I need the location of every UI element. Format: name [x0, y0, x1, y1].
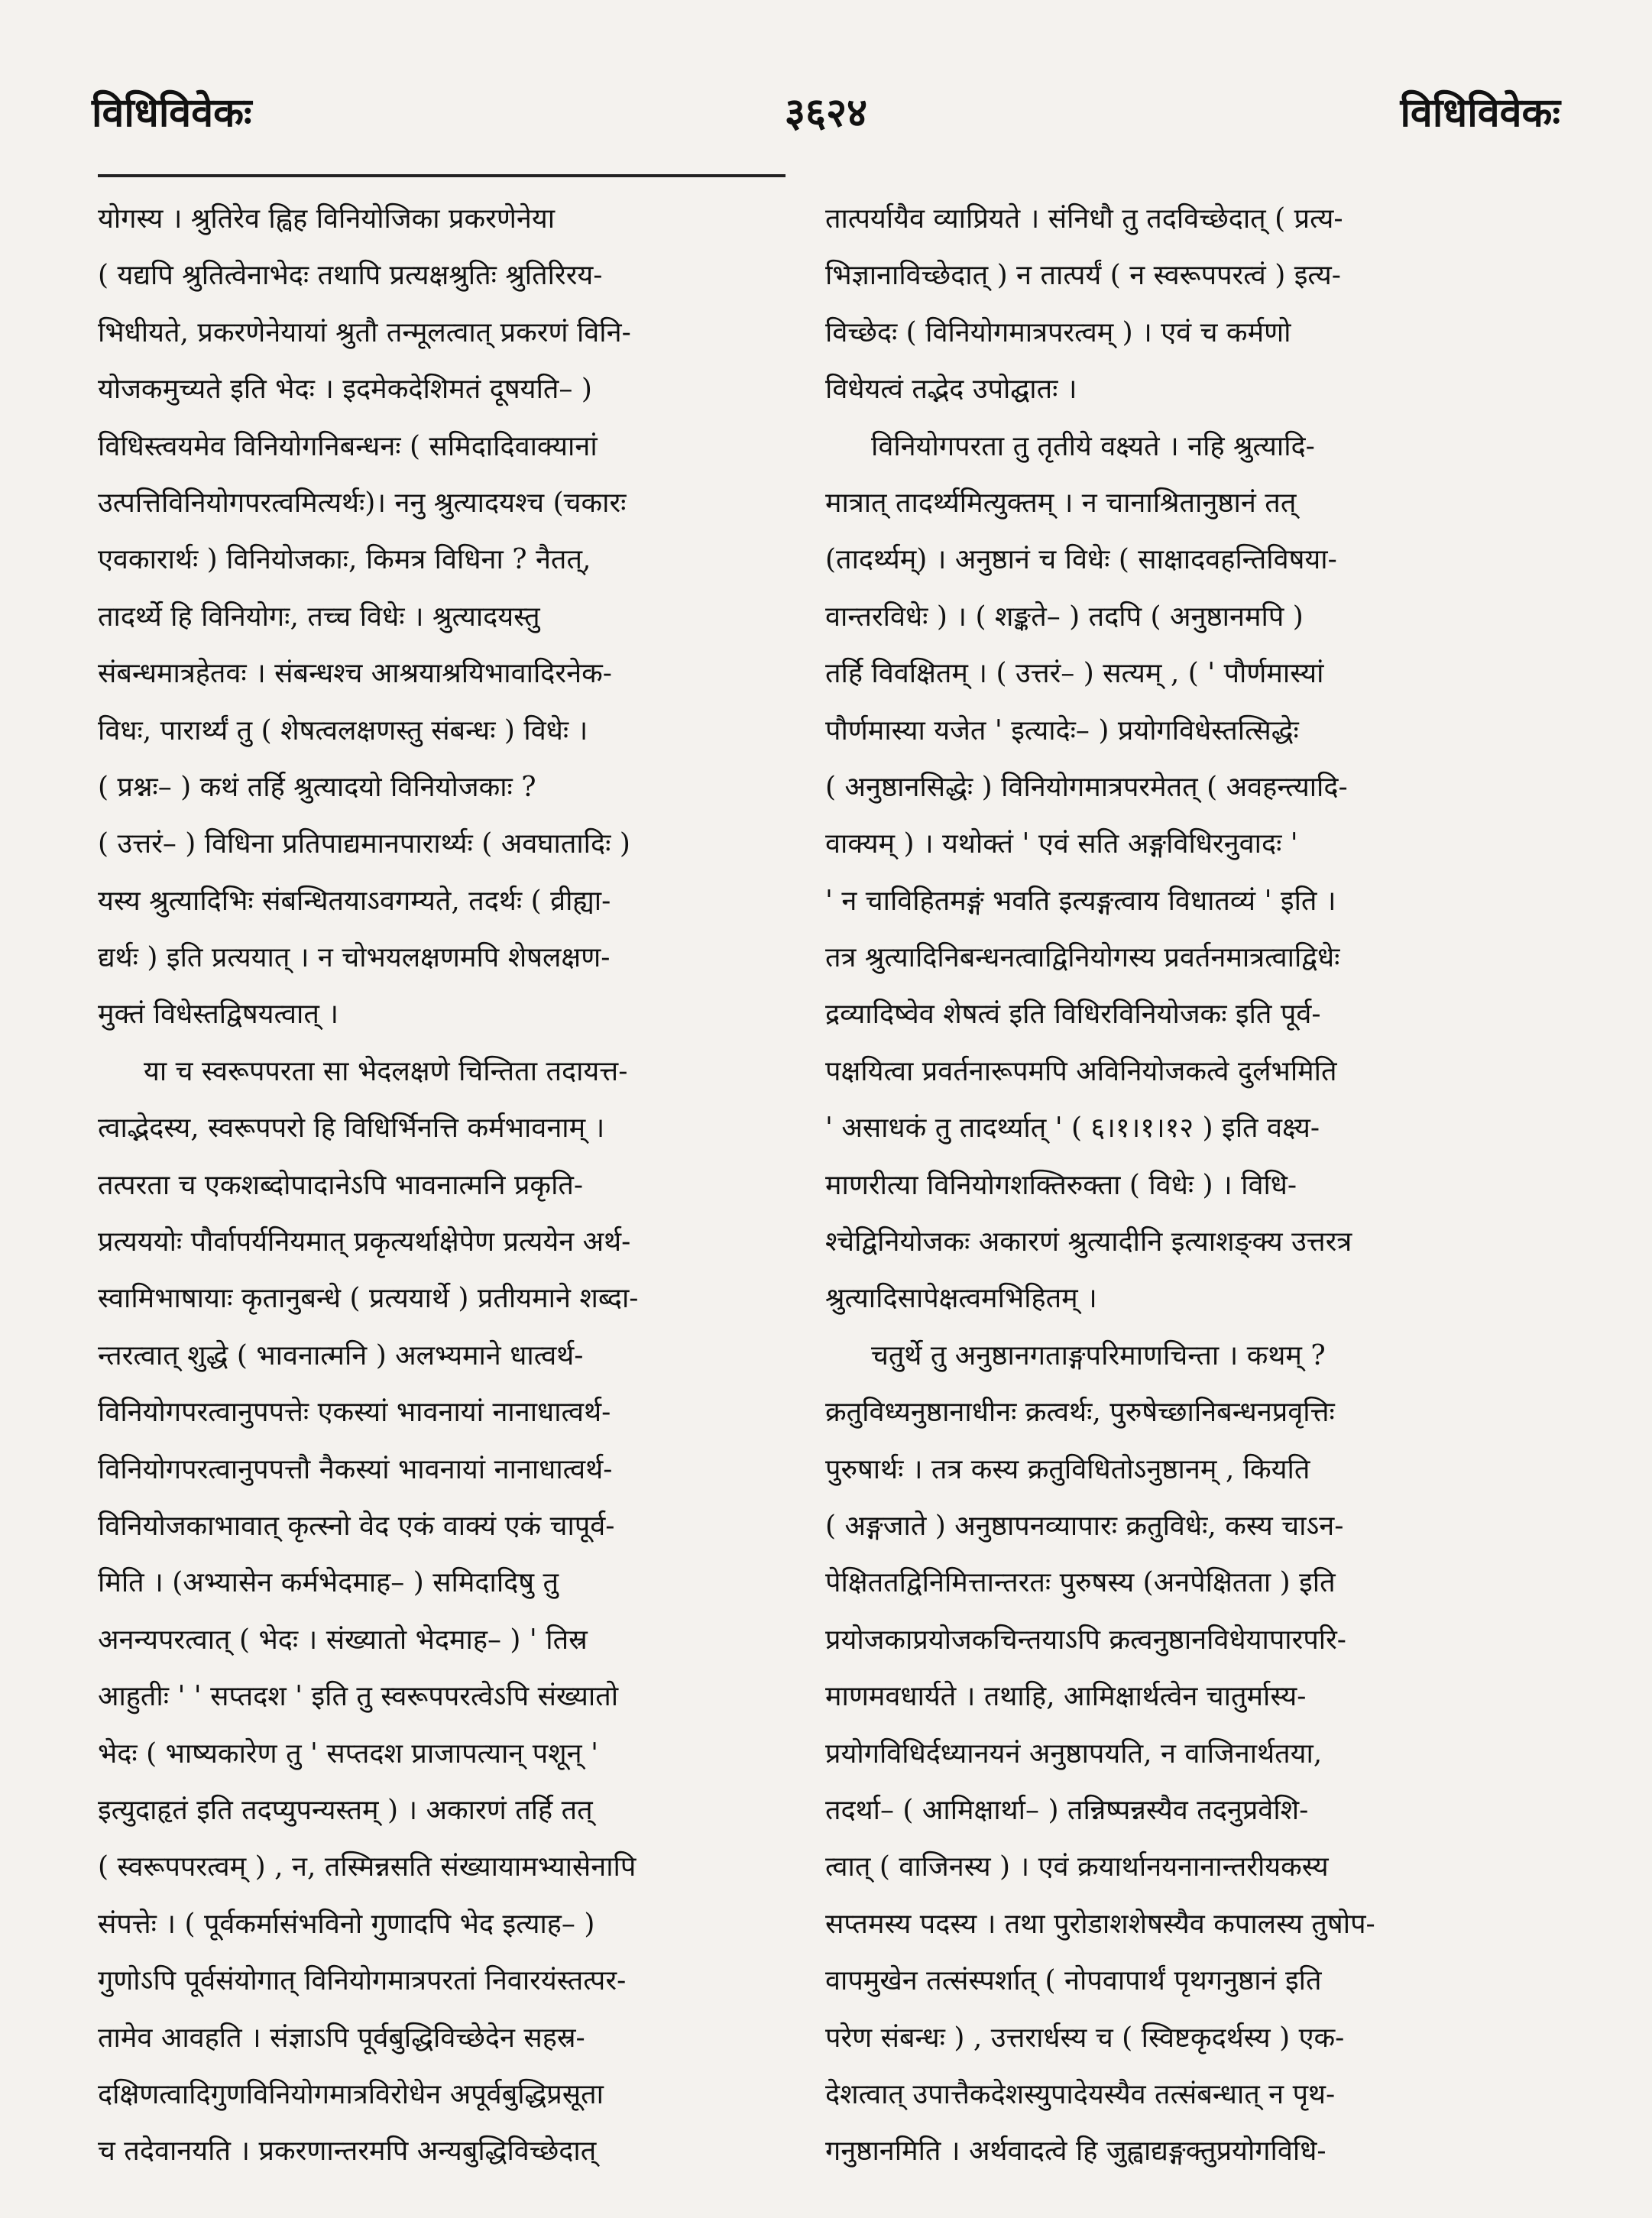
text-line: अनन्यपरत्वात् ( भेदः । संख्यातो भेदमाह– ) ' तिस्र — [98, 1624, 588, 1656]
text-line: न्तरत्वात् शुद्धे ( भावनात्मनि ) अलभ्यमाने धात्वर्थ- — [98, 1339, 584, 1371]
header-rule — [98, 174, 786, 177]
text-line: ( यद्यपि श्रुतित्वेनाभेदः तथापि प्रत्यक्षश्रुतिः श्रुतिरिरय- — [98, 260, 603, 292]
text-line: प्रयोजकाप्रयोजकचिन्तयाऽपि क्रत्वनुष्ठानविधेयापारपरि- — [825, 1624, 1346, 1656]
text-line: देशत्वात् उपात्तैकदेशस्युपादेयस्यैव तत्संबन्धात् न पृथ- — [825, 2078, 1336, 2110]
text-line: भिज्ञानाविच्छेदात् ) न तात्पर्यं ( न स्वरूपपरत्वं ) इत्य- — [825, 260, 1341, 292]
text-line: ' न चाविहितमङ्गं भवति इत्यङ्गत्वाय विधातव्यं ' इति । — [825, 885, 1336, 917]
text-line: चतुर्थे तु अनुष्ठानगताङ्गपरिमाणचिन्ता । कथम् ? — [871, 1339, 1326, 1371]
text-line: एवकारार्थः ) विनियोजकाः, किमत्र विधिना ? नैतत्, — [98, 544, 591, 576]
text-line: ( स्वरूपपरत्वम् ) , न, तस्मिन्नसति संख्यायामभ्यासेनापि — [98, 1851, 637, 1883]
text-line: यस्य श्रुत्यादिभिः संबन्धितयाऽवगम्यते, तदर्थः ( व्रीह्या- — [98, 885, 611, 917]
text-line: संपत्तेः । ( पूर्वकर्मासंभविनो गुणादपि भेद इत्याह– ) — [98, 1908, 595, 1940]
left-column — [98, 191, 786, 2181]
text-line: प्रत्यययोः पौर्वापर्यनियमात् प्रकृत्यर्थाक्षेपेण प्रत्ययेन अर्थ- — [98, 1226, 631, 1258]
text-line: त्वात् ( वाजिनस्य ) । एवं क्रयार्थानयनानान्तरीयकस्य — [825, 1851, 1329, 1883]
text-line: विधिस्त्वयमेव विनियोगनिबन्धनः ( समिदादिवाक्यानां — [98, 430, 598, 462]
text-line: ' असाधकं तु तादर्थ्यात् ' ( ६।१।१।१२ ) इति वक्ष्य- — [825, 1112, 1320, 1145]
text-line: विनियोगपरत्वानुपपत्तौ नैकस्यां भावनायां नानाधात्वर्थ- — [98, 1453, 613, 1485]
text-line: विनियोजकाभावात् कृत्स्नो वेद एकं वाक्यं एकं चापूर्व- — [98, 1510, 615, 1542]
text-line: तामेव आवहति । संज्ञाऽपि पूर्वबुद्धिविच्छेदेन सहस्र- — [98, 2022, 585, 2054]
text-line: सप्तमस्य पदस्य । तथा पुरोडाशशेषस्यैव कपालस्य तुषोप- — [825, 1908, 1375, 1940]
text-line: च तदेवानयति । प्रकरणान्तरमपि अन्यबुद्धिविच्छेदात् — [98, 2135, 597, 2168]
text-line: तत्र श्रुत्यादिनिबन्धनत्वाद्विनियोगस्य प्रवर्तनमात्रत्वाद्विधेः — [825, 942, 1340, 974]
text-line: ( उत्तरं– ) विधिना प्रतिपाद्यमानपारार्थ्यः ( अवघातादिः ) — [98, 828, 630, 860]
text-line: या च स्वरूपपरता सा भेदलक्षणे चिन्तिता तदायत्त- — [144, 1055, 628, 1087]
text-line: वाक्यम् ) । यथोक्तं ' एवं सति अङ्गविधिरनुवादः ' — [825, 828, 1298, 860]
right-column — [825, 191, 1524, 2181]
page-number: ३६२४ — [784, 89, 868, 136]
text-line: ( अनुष्ठानसिद्धेः ) विनियोगमात्रपरमेतत् ( अवहन्त्यादि- — [825, 771, 1348, 803]
text-line: माणरीत्या विनियोगशक्तिरुक्ता ( विधेः ) । विधि- — [825, 1169, 1297, 1201]
text-line: विधः, पारार्थ्यं तु ( शेषत्वलक्षणस्तु संबन्धः ) विधेः । — [98, 714, 588, 746]
text-line: विधेयत्वं तद्भेद उपोद्घातः । — [825, 374, 1077, 406]
running-title-right: विधिविवेकः — [1400, 89, 1560, 136]
text-line: विच्छेदः ( विनियोगमात्रपरत्वम् ) । एवं च कर्मणो — [825, 316, 1291, 348]
text-line: पुरुषार्थः । तत्र कस्य क्रतुविधितोऽनुष्ठानम् , कियति — [825, 1453, 1310, 1485]
text-line: गुणोऽपि पूर्वसंयोगात् विनियोगमात्रपरतां निवारयंस्तत्पर- — [98, 1965, 627, 1997]
text-line: वापमुखेन तत्संस्पर्शात् ( नोपवापार्थं पृथगनुष्ठानं इति — [825, 1965, 1322, 1997]
text-line: (तादर्थ्यम्) । अनुष्ठानं च विधेः ( साक्षादवहन्तिविषया- — [825, 544, 1337, 576]
text-line: विनियोगपरत्वानुपपत्तेः एकस्यां भावनायां नानाधात्वर्थ- — [98, 1397, 611, 1429]
text-line: योजकमुच्यते इति भेदः । इदमेकदेशिमतं दूषयति– ) — [98, 374, 592, 406]
text-line: द्रव्यादिष्वेव शेषत्वं इति विधिरविनियोजकः इति पूर्व- — [825, 999, 1321, 1031]
text-line: श्रुत्यादिसापेक्षत्वमभिहितम् । — [825, 1283, 1097, 1315]
text-line: उत्पत्तिविनियोगपरत्वमित्यर्थः)। ननु श्रुत्यादयश्च (चकारः — [98, 487, 627, 519]
page-header — [92, 84, 1560, 153]
text-line: वान्तरविधेः ) । ( शङ्कते– ) तदपि ( अनुष्ठानमपि ) — [825, 601, 1304, 633]
text-line: त्वाद्भेदस्य, स्वरूपपरो हि विधिर्भिनत्ति कर्मभावनाम् । — [98, 1112, 605, 1145]
text-line: ( अङ्गजाते ) अनुष्ठापनव्यापारः क्रतुविधेः, कस्य चाऽन- — [825, 1510, 1344, 1542]
text-line: योगस्य । श्रुतिरेव ह्विह विनियोजिका प्रकरणेनेया — [98, 203, 556, 235]
text-line: मिति । (अभ्यासेन कर्मभेदमाह– ) समिदादिषु तु — [98, 1567, 559, 1599]
text-line: पेक्षिततद्विनिमित्तान्तरतः पुरुषस्य (अनपेक्षितता ) इति — [825, 1567, 1336, 1599]
text-line: मुक्तं विधेस्तद्विषयत्वात् । — [98, 999, 338, 1031]
text-line: द्यर्थः ) इति प्रत्ययात् । न चोभयलक्षणमपि शेषलक्षण- — [98, 942, 611, 974]
text-line: आहुतीः ' ' सप्तदश ' इति तु स्वरूपपरत्वेऽपि संख्यातो — [98, 1681, 619, 1713]
text-line: दक्षिणत्वादिगुणविनियोगमात्रविरोधेन अपूर्वबुद्धिप्रसूता — [98, 2078, 604, 2110]
text-line: संबन्धमात्रहेतवः । संबन्धश्च आश्रयाश्रयिभावादिरनेक- — [98, 658, 612, 690]
text-line: इत्युदाहृतं इति तदप्युपन्यस्तम् ) । अकारणं तर्हि तत् — [98, 1794, 593, 1826]
running-title-left: विधिविवेकः — [92, 89, 252, 136]
text-line: तदर्था– ( आमिक्षार्था– ) तन्निष्पन्नस्यैव तदनुप्रवेशि- — [825, 1794, 1309, 1826]
text-line: तर्हि विवक्षितम् । ( उत्तरं– ) सत्यम् , ( ' पौर्णमास्यां — [825, 658, 1324, 690]
text-line: पक्षयित्वा प्रवर्तनारूपमपि अविनियोजकत्वे दुर्लभमिति — [825, 1055, 1337, 1087]
text-line: मात्रात् तादर्थ्यमित्युक्तम् । न चानाश्रितानुष्ठानं तत् — [825, 487, 1297, 519]
text-line: ( प्रश्नः– ) कथं तर्हि श्रुत्यादयो विनियोजकाः ? — [98, 771, 536, 803]
text-line: भिधीयते, प्रकरणेनेयायां श्रुतौ तन्मूलत्वात् प्रकरणं विनि- — [98, 316, 631, 348]
text-line: परेण संबन्धः ) , उत्तरार्धस्य च ( स्विष्टकृदर्थस्य ) एक- — [825, 2022, 1345, 2054]
text-line: तात्पर्यायैव व्याप्रियते । संनिधौ तु तदविच्छेदात् ( प्रत्य- — [825, 203, 1343, 235]
text-line: श्चेद्विनियोजकः अकारणं श्रुत्यादीनि इत्याशङ्क्य उत्तरत्र — [825, 1226, 1352, 1258]
text-line: भेदः ( भाष्यकारेण तु ' सप्तदश प्राजापत्यान् पशून् ' — [98, 1737, 598, 1770]
text-line: प्रयोगविधिर्दध्यानयनं अनुष्ठापयति, न वाजिनार्थतया, — [825, 1737, 1323, 1770]
text-line: क्रतुविध्यनुष्ठानाधीनः क्रत्वर्थः, पुरुषेच्छानिबन्धनप्रवृत्तिः — [825, 1397, 1335, 1429]
text-line: विनियोगपरता तु तृतीये वक्ष्यते । नहि श्रुत्यादि- — [871, 430, 1315, 462]
text-line: गनुष्ठानमिति । अर्थवादत्वे हि जुह्वाद्यङ्गक्तुप्रयोगविधि- — [825, 2135, 1326, 2168]
text-line: स्वामिभाषायाः कृतानुबन्धे ( प्रत्ययार्थे ) प्रतीयमाने शब्दा- — [98, 1283, 639, 1315]
text-line: माणमवधार्यते । तथाहि, आमिक्षार्थत्वेन चातुर्मास्य- — [825, 1681, 1307, 1713]
text-line: तत्परता च एकशब्दोपादानेऽपि भावनात्मनि प्रकृति- — [98, 1169, 584, 1201]
text-line: पौर्णमास्या यजेत ' इत्यादेः– ) प्रयोगविधेस्तत्सिद्धेः — [825, 714, 1299, 746]
text-line: तादर्थ्ये हि विनियोगः, तच्च विधेः । श्रुत्यादयस्तु — [98, 601, 540, 633]
